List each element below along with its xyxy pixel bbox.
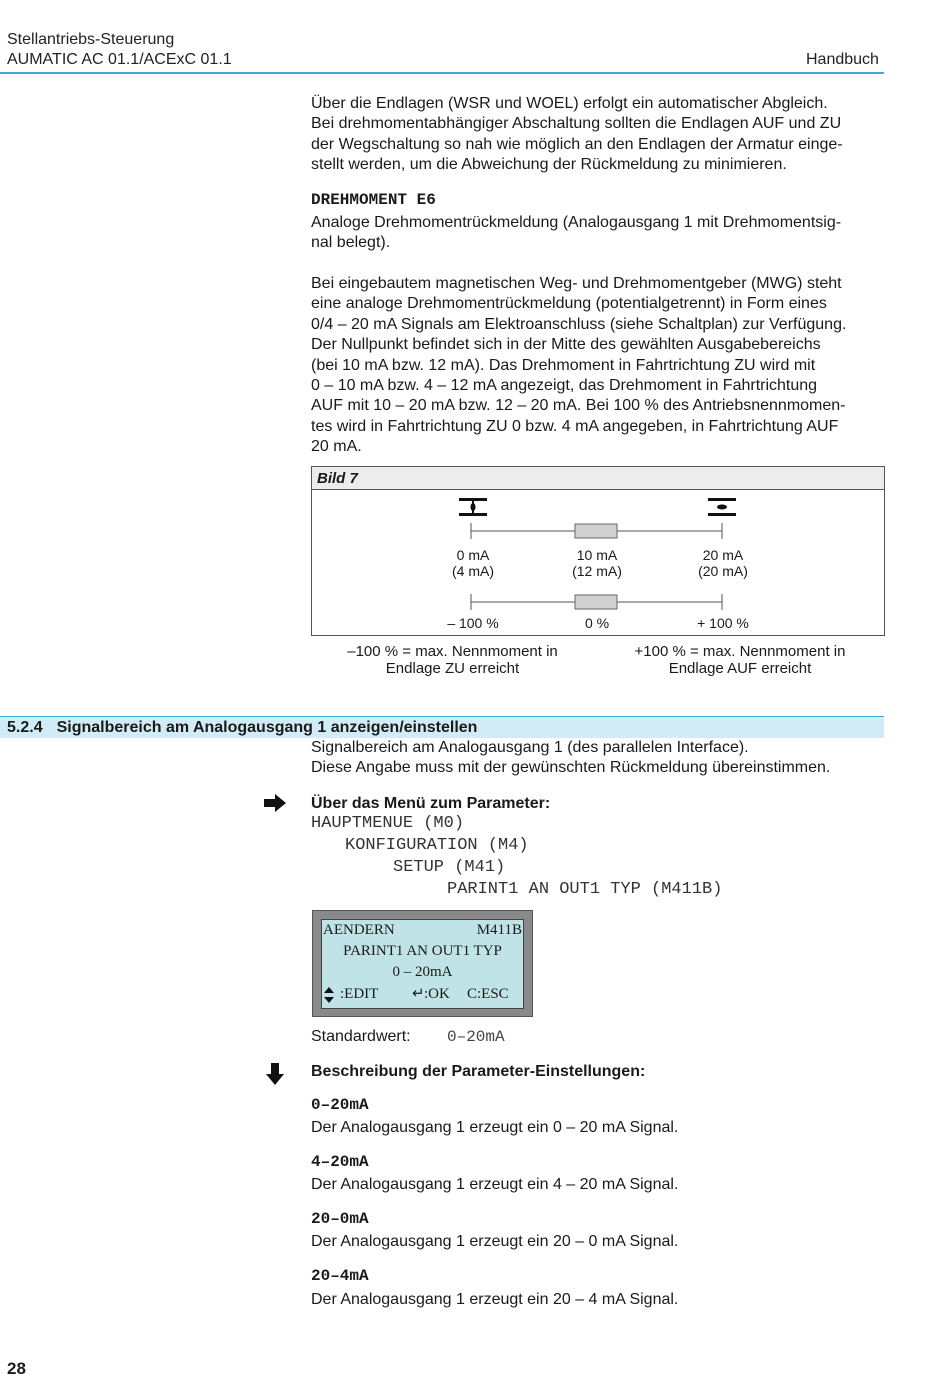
- enter-icon: ↵: [412, 986, 425, 1002]
- pct-label-2: + 100 %: [697, 615, 749, 631]
- caption-left: [330, 643, 575, 677]
- lcd-row-2: PARINT1 AN OUT1 TYP: [343, 943, 502, 959]
- caption-right-line: +100 % = max. Nennmoment in: [634, 643, 846, 660]
- ma-label-bottom: (4 mA): [452, 563, 494, 579]
- section-intro: [311, 738, 891, 779]
- header-subtitle: AUMATIC AC 01.1/ACExC 01.1: [7, 51, 232, 68]
- percent-scale: [462, 592, 732, 612]
- ma-label-top: 0 mA: [456, 547, 490, 563]
- ma-label-top: 10 mA: [576, 547, 618, 563]
- section-title: Signalbereich am Analogausgang 1 anzeigen/einstellen: [56, 719, 478, 736]
- lcd-edit: :EDIT: [340, 986, 379, 1002]
- ma-label-1: [552, 547, 642, 579]
- lcd-row-3: 0 – 20mA: [392, 964, 453, 980]
- intro-line: Über die Endlagen (WSR und WOEL) erfolgt ein automatischer Abgleich.: [311, 95, 828, 112]
- header-title: Stellantriebs-Steuerung: [7, 31, 175, 48]
- default-label: Standardwert:: [311, 1028, 411, 1045]
- paragraph-line: (bei 10 mA bzw. 12 mA). Das Drehmoment in Fahrtrichtung ZU wird mit: [311, 356, 816, 374]
- paragraph-line: Der Nullpunkt befindet sich in der Mitte des gewählten Ausgabebereichs: [311, 336, 821, 354]
- paragraph-line: eine analoge Drehmomentrückmeldung (potentialgetrennt) in Form eines: [311, 295, 827, 313]
- option-name: 0–20mA: [311, 1096, 369, 1114]
- ma-scale: [462, 521, 732, 541]
- section-intro-line: Signalbereich am Analogausgang 1 (des parallelen Interface).: [311, 739, 749, 756]
- paragraph-line: Bei eingebautem magnetischen Weg- und Drehmomentgeber (MWG) steht: [311, 275, 842, 292]
- section-intro-line: Diese Angabe muss mit der gewünschten Rückmeldung übereinstimmen.: [311, 759, 831, 777]
- section-number: 5.2.4: [7, 719, 43, 736]
- header-right: Handbuch: [806, 51, 879, 68]
- intro-line: der Wegschaltung so nah wie möglich an den Endlagen der Armatur einge-: [311, 135, 843, 153]
- default-value: 0–20mA: [447, 1028, 505, 1046]
- ma-label-2: [678, 547, 768, 579]
- lcd-mode: AENDERN: [323, 922, 395, 938]
- ma-label-top: 20 mA: [702, 547, 744, 563]
- page-number: 28: [7, 1359, 26, 1378]
- option-name: 20–4mA: [311, 1267, 369, 1285]
- figure-title: Bild 7: [312, 467, 884, 490]
- description-heading: Beschreibung der Parameter-Einstellungen:: [311, 1063, 646, 1080]
- caption-right-line: Endlage AUF erreicht: [668, 660, 812, 677]
- valve-closed-icon: [458, 497, 488, 517]
- intro-line: stellt werden, um die Abweichung der Rückmeldung zu minimieren.: [311, 156, 787, 174]
- arrow-down-icon: [266, 1063, 284, 1085]
- lcd-esc: C:ESC: [467, 986, 509, 1002]
- ma-label-0: [428, 547, 518, 579]
- caption-left-line: –100 % = max. Nennmoment in: [347, 643, 558, 660]
- ma-label-bottom: (12 mA): [572, 563, 622, 579]
- paragraph-line: tes wird in Fahrtrichtung ZU 0 bzw. 4 mA angegeben, in Fahrtrichtung AUF: [311, 417, 839, 435]
- drehmoment-line: nal belegt).: [311, 234, 391, 252]
- menu-path-3: PARINT1 AN OUT1 TYP (M411B): [447, 880, 723, 899]
- paragraph-line: AUF mit 10 – 20 mA bzw. 12 – 20 mA. Bei 100 % des Antriebsnennmomen-: [311, 397, 846, 415]
- lcd-row-4: [322, 984, 523, 1005]
- drehmoment-line: Analoge Drehmomentrückmeldung (Analogausgang 1 mit Drehmomentsig-: [311, 214, 842, 231]
- lcd-row-1: [322, 920, 523, 941]
- caption-left-line: Endlage ZU erreicht: [385, 660, 520, 677]
- pct-label-0: – 100 %: [447, 615, 499, 631]
- intro-line: Bei drehmomentabhängiger Abschaltung sollten die Endlagen AUF und ZU: [311, 115, 842, 133]
- paragraph-line: 0/4 – 20 mA Signals am Elektroanschluss (siehe Schaltplan) zur Verfügung.: [311, 315, 847, 333]
- section-heading: [7, 718, 477, 738]
- drehmoment-description: [311, 213, 891, 254]
- option-name: 4–20mA: [311, 1153, 369, 1171]
- ma-label-bottom: (20 mA): [698, 563, 748, 579]
- pct-label-1: 0 %: [584, 615, 610, 631]
- drehmoment-paragraph: [311, 274, 891, 458]
- lcd-display: [312, 910, 533, 1017]
- menu-path-1: KONFIGURATION (M4): [345, 836, 529, 855]
- option-text: Der Analogausgang 1 erzeugt ein 20 – 0 mA Signal.: [311, 1233, 679, 1250]
- header-rule: [0, 72, 884, 74]
- option-text: Der Analogausgang 1 erzeugt ein 20 – 4 mA Signal.: [311, 1291, 679, 1308]
- option-text: Der Analogausgang 1 erzeugt ein 4 – 20 mA Signal.: [311, 1176, 679, 1193]
- up-down-arrow-icon: [324, 987, 334, 1003]
- intro-paragraph: [311, 94, 891, 176]
- lcd-screen: [321, 919, 524, 1009]
- arrow-right-icon: [264, 794, 286, 812]
- paragraph-line: 0 – 10 mA bzw. 4 – 12 mA angezeigt, das Drehmoment in Fahrtrichtung: [311, 377, 818, 395]
- valve-open-icon: [707, 497, 737, 517]
- menu-path-2: SETUP (M41): [393, 858, 506, 877]
- option-name: 20–0mA: [311, 1210, 369, 1228]
- option-text: Der Analogausgang 1 erzeugt ein 0 – 20 mA Signal.: [311, 1119, 679, 1136]
- lcd-menu-code: M411B: [476, 922, 522, 938]
- menu-path-0: HAUPTMENUE (M0): [311, 814, 465, 833]
- drehmoment-heading: DREHMOMENT E6: [311, 191, 436, 209]
- paragraph-line: 20 mA.: [311, 438, 362, 456]
- lcd-ok: :OK: [424, 986, 450, 1002]
- figure-bild-7: [311, 466, 885, 636]
- caption-right: [615, 643, 865, 677]
- menu-heading: Über das Menü zum Parameter:: [311, 795, 551, 812]
